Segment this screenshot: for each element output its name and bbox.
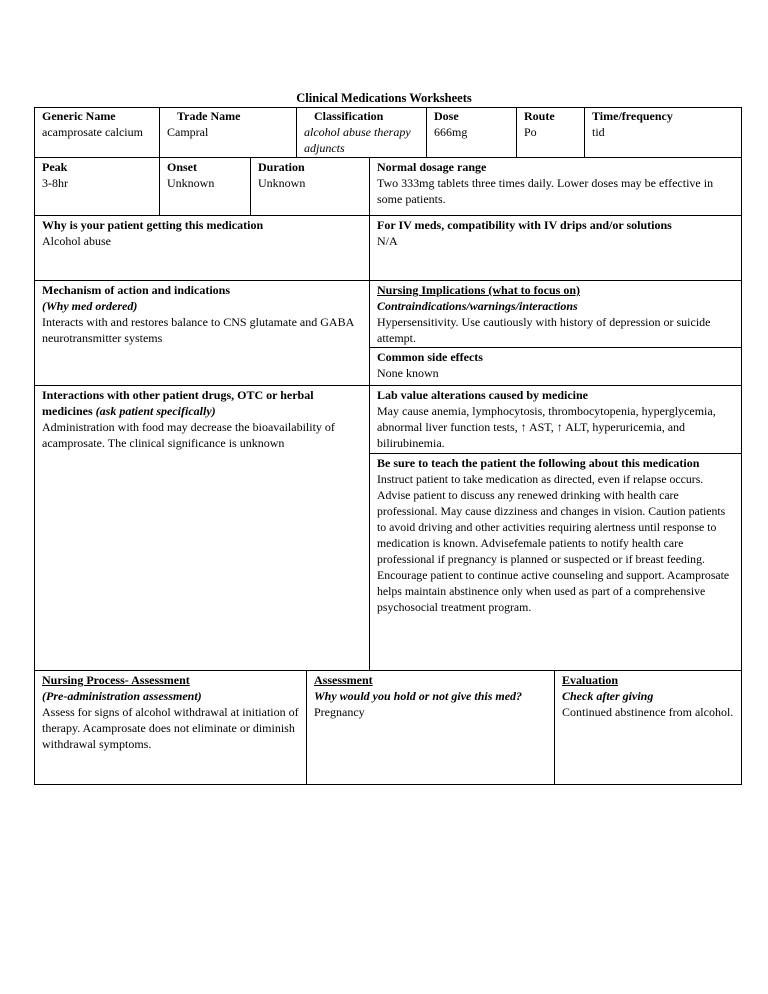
classification-value: alcohol abuse therapy adjuncts [304,125,411,155]
divider [369,453,742,454]
trade-name-cell [161,108,296,140]
iv-compat-cell [371,217,741,249]
dose-value: 666mg [434,125,468,139]
divider [554,670,555,785]
worksheet-title: Clinical Medications Worksheets [296,91,472,105]
onset-value: Unknown [167,176,215,190]
teach-value: Instruct patient to take medication as directed, even if relapse occurs. Advise patient to discuss any renewed drinking with health care professional. May cause dizziness and changes in vision. Caution patients to avoid driving and other activities requiring alertness until response to medication is known. Advisefemale patients to notify health care professional if pregnancy is planned or suspected or if breast feeding. Encourage patient to continue active counseling and support. Acamprosate helps maintain abstinence only when used as part of a comprehensive psychosocial treatment program. [377,472,730,614]
interactions-value: Administration with food may decrease the bioavailability of acamprosate. The clinical significance is unknown [42,420,335,450]
divider [584,107,585,157]
classification-label: Classification [314,109,384,123]
lab-values-value: May cause anemia, lymphocytosis, thrombocytopenia, hyperglycemia, abnormal liver function tests, ↑ AST, ↑ ALT, hyperuricemia, and bilirubinemia. [377,404,716,450]
evaluation-label: Evaluation [562,673,619,687]
dose-cell [428,108,516,140]
divider [34,670,742,671]
route-label: Route [524,109,555,123]
why-getting-value: Alcohol abuse [42,234,111,248]
normal-dosage-label: Normal dosage range [377,160,487,174]
iv-compat-label: For IV meds, compatibility with IV drips and/or solutions [377,218,672,232]
divider [34,385,742,386]
mechanism-label: Mechanism of action and indications [42,283,231,297]
process-assessment-sublabel: (Pre-administration assessment) [42,689,202,703]
duration-cell [252,159,369,191]
divider [34,157,742,158]
onset-label: Onset [167,160,197,174]
iv-compat-value: N/A [377,234,398,248]
duration-value: Unknown [258,176,306,190]
onset-cell [161,159,250,191]
normal-dosage-cell [371,159,741,207]
mechanism-sublabel: (Why med ordered) [42,299,138,313]
time-frequency-cell [586,108,740,140]
divider [369,347,742,348]
teach-label: Be sure to teach the patient the following about this medication [377,456,700,470]
divider [426,107,427,157]
generic-name-value: acamprosate calcium [42,125,143,139]
assessment-hold-label: Assessment [314,673,373,687]
generic-name-cell [36,108,159,140]
time-frequency-value: tid [592,125,605,139]
nursing-implications-cell [371,282,741,346]
time-frequency-label: Time/frequency [592,109,673,123]
peak-label: Peak [42,160,68,174]
process-assessment-value: Assess for signs of alcohol withdrawal at initiation of therapy. Acamprosate does not eliminate or diminish withdrawal symptoms. [42,705,299,751]
divider [34,215,742,216]
normal-dosage-value: Two 333mg tablets three times daily. Lower doses may be effective in some patients. [377,176,714,206]
assessment-hold-sublabel: Why would you hold or not give this med? [314,689,523,703]
evaluation-cell [556,672,741,720]
assessment-hold-cell [308,672,554,720]
process-assessment-cell [36,672,306,752]
peak-cell [36,159,159,191]
evaluation-value: Continued abstinence from alcohol. [562,705,734,719]
generic-name-label: Generic Name [42,109,116,123]
divider [159,107,160,215]
classification-cell [298,108,426,156]
peak-value: 3-8hr [42,176,68,190]
divider [34,280,742,281]
route-cell [518,108,584,140]
interactions-cell [36,387,369,451]
nursing-implications-sublabel: Contraindications/warnings/interactions [377,299,578,313]
side-effects-label: Common side effects [377,350,483,364]
lab-values-label: Lab value alterations caused by medicine [377,388,589,402]
why-getting-label: Why is your patient getting this medication [42,218,264,232]
duration-label: Duration [258,160,305,174]
nursing-implications-label: Nursing Implications (what to focus on) [377,283,581,297]
nursing-implications-value: Hypersensitivity. Use cautiously with history of depression or suicide attempt. [377,315,711,345]
assessment-hold-value: Pregnancy [314,705,365,719]
process-assessment-label: Nursing Process- Assessment [42,673,190,687]
divider [296,107,297,157]
divider [516,107,517,157]
evaluation-sublabel: Check after giving [562,689,654,703]
interactions-label: Interactions with other patient drugs, OTC or herbal medicines [42,388,314,418]
dose-label: Dose [434,109,459,123]
route-value: Po [524,125,537,139]
teach-cell [371,455,741,615]
side-effects-value: None known [377,366,439,380]
trade-name-label: Trade Name [177,109,241,123]
lab-values-cell [371,387,741,451]
mechanism-value: Interacts with and restores balance to CNS glutamate and GABA neurotransmitter systems [42,315,354,345]
side-effects-cell [371,349,741,381]
interactions-label-em: (ask patient specifically) [95,404,216,418]
interactions-heading [42,387,363,419]
divider [250,157,251,215]
divider [306,670,307,785]
mechanism-cell [36,282,369,346]
trade-name-value: Campral [167,125,209,139]
why-getting-cell [36,217,369,249]
divider [369,157,370,670]
